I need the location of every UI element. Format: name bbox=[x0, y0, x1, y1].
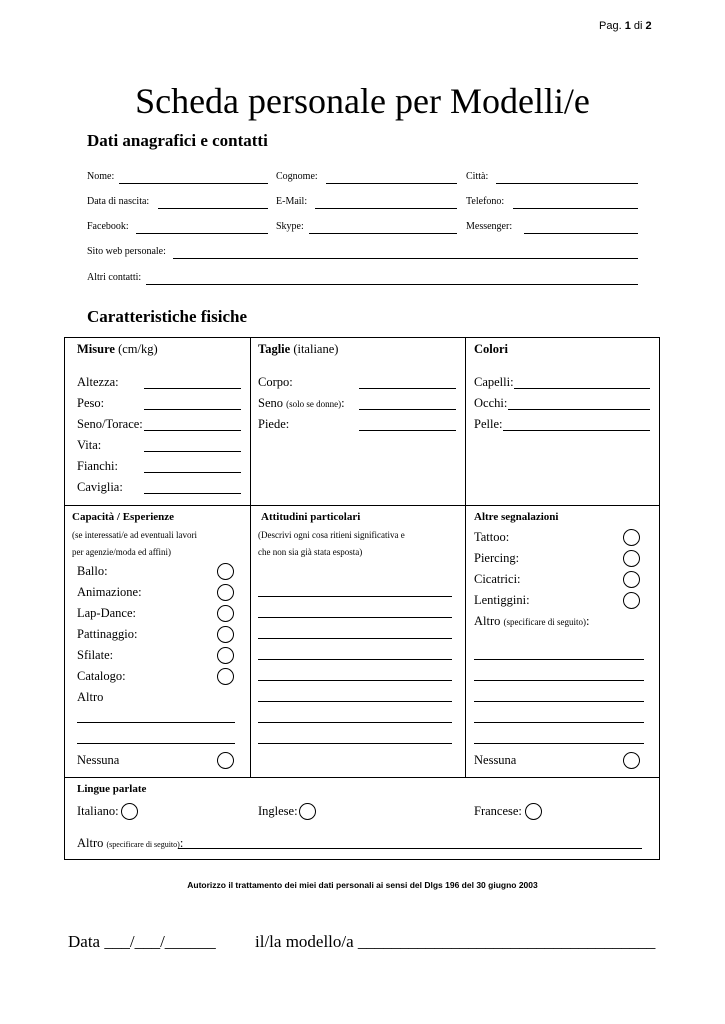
checkbox-tattoo[interactable] bbox=[623, 529, 640, 546]
field-segnalazioni-1[interactable] bbox=[474, 659, 644, 660]
attitudini-note-1: (Descrivi ogni cosa ritieni significativa e bbox=[258, 530, 405, 540]
label-seno-note: (solo se donne) bbox=[286, 399, 342, 409]
page-prefix: Pag. bbox=[599, 20, 622, 32]
label-piercing: Piercing: bbox=[474, 551, 520, 565]
segnalazioni-altro-text: Altro bbox=[474, 614, 501, 628]
label-pelle: Pelle: bbox=[474, 417, 503, 431]
field-segnalazioni-3[interactable] bbox=[474, 701, 644, 702]
label-inglese: Inglese: bbox=[258, 804, 298, 818]
label-corpo: Corpo: bbox=[258, 375, 293, 389]
label-occhi: Occhi: bbox=[474, 396, 508, 410]
label-cognome: Cognome: bbox=[276, 171, 318, 182]
field-citta[interactable] bbox=[496, 183, 638, 184]
field-altezza[interactable] bbox=[144, 388, 241, 389]
field-attitudini-8[interactable] bbox=[258, 743, 452, 744]
field-seno[interactable] bbox=[359, 409, 456, 410]
field-piede[interactable] bbox=[359, 430, 456, 431]
label-seno-text: Seno bbox=[258, 396, 283, 410]
checkbox-italiano[interactable] bbox=[121, 803, 138, 820]
label-capelli: Capelli: bbox=[474, 375, 514, 389]
label-peso: Peso: bbox=[77, 396, 105, 410]
label-capacita-altro: Altro bbox=[77, 690, 104, 704]
label-sfilate: Sfilate: bbox=[77, 648, 114, 662]
label-seno-torace: Seno/Torace: bbox=[77, 417, 143, 431]
segnalazioni-altro-colon: : bbox=[585, 614, 590, 628]
checkbox-animazione[interactable] bbox=[217, 584, 234, 601]
checkbox-ballo[interactable] bbox=[217, 563, 234, 580]
field-capacita-altro-1[interactable] bbox=[77, 722, 235, 723]
attitudini-note-2: che non sia già stata esposta) bbox=[258, 547, 363, 557]
field-messenger[interactable] bbox=[524, 233, 638, 234]
field-altri-contatti[interactable] bbox=[146, 284, 638, 285]
field-attitudini-4[interactable] bbox=[258, 659, 452, 660]
misure-unit: (cm/kg) bbox=[118, 342, 158, 356]
field-segnalazioni-2[interactable] bbox=[474, 680, 644, 681]
label-pattinaggio: Pattinaggio: bbox=[77, 627, 138, 641]
signature-field[interactable]: il/la modello/a ___________________________________ bbox=[255, 932, 656, 951]
field-nome[interactable] bbox=[119, 183, 268, 184]
label-altezza: Altezza: bbox=[77, 375, 119, 389]
field-capacita-altro-2[interactable] bbox=[77, 743, 235, 744]
field-pelle[interactable] bbox=[503, 430, 650, 431]
segnalazioni-altro-note: (specificare di seguito) bbox=[503, 617, 586, 627]
label-caviglia: Caviglia: bbox=[77, 480, 123, 494]
privacy-consent: Autorizzo il trattamento dei miei dati personali ai sensi del Dlgs 196 del 30 giugno 2003 bbox=[187, 880, 538, 890]
lingue-altro-colon: : bbox=[179, 836, 184, 850]
label-lap-dance: Lap-Dance: bbox=[77, 606, 136, 620]
field-attitudini-7[interactable] bbox=[258, 722, 452, 723]
label-telefono: Telefono: bbox=[466, 196, 505, 207]
taglie-heading bbox=[258, 342, 338, 357]
label-tattoo: Tattoo: bbox=[474, 530, 510, 544]
checkbox-sfilate[interactable] bbox=[217, 647, 234, 664]
field-corpo[interactable] bbox=[359, 388, 456, 389]
label-seno bbox=[258, 396, 345, 411]
table-col-divider-2 bbox=[465, 337, 466, 778]
field-skype[interactable] bbox=[309, 233, 457, 234]
page-title: Scheda personale per Modelli/e bbox=[135, 81, 590, 121]
checkbox-catalogo[interactable] bbox=[217, 668, 234, 685]
label-ballo: Ballo: bbox=[77, 564, 108, 578]
lingue-altro-text: Altro bbox=[77, 836, 104, 850]
date-field[interactable]: Data ___/___/______ bbox=[68, 932, 216, 951]
checkbox-lentiggini[interactable] bbox=[623, 592, 640, 609]
label-fianchi: Fianchi: bbox=[77, 459, 118, 473]
label-messenger: Messenger: bbox=[466, 221, 513, 232]
field-lingue-altro[interactable] bbox=[178, 848, 642, 849]
checkbox-segnalazioni-nessuna[interactable] bbox=[623, 752, 640, 769]
field-vita[interactable] bbox=[144, 451, 241, 452]
field-fianchi[interactable] bbox=[144, 472, 241, 473]
field-sito[interactable] bbox=[173, 258, 638, 259]
page-sep: di bbox=[633, 20, 643, 32]
label-nascita: Data di nascita: bbox=[87, 196, 150, 207]
attitudini-title: Attitudini particolari bbox=[261, 511, 361, 523]
field-caviglia[interactable] bbox=[144, 493, 241, 494]
label-segnalazioni-altro bbox=[474, 614, 589, 629]
checkbox-piercing[interactable] bbox=[623, 550, 640, 567]
field-facebook[interactable] bbox=[136, 233, 268, 234]
field-capelli[interactable] bbox=[514, 388, 650, 389]
label-vita: Vita: bbox=[77, 438, 102, 452]
field-attitudini-1[interactable] bbox=[258, 596, 452, 597]
label-seno-colon: : bbox=[341, 396, 345, 410]
field-occhi[interactable] bbox=[508, 409, 650, 410]
field-nascita[interactable] bbox=[158, 208, 268, 209]
field-seno-torace[interactable] bbox=[144, 430, 241, 431]
label-citta: Città: bbox=[466, 171, 489, 182]
page-current: 1 bbox=[624, 20, 631, 32]
section-heading-fisiche: Caratteristiche fisiche bbox=[87, 307, 248, 326]
field-email[interactable] bbox=[315, 208, 457, 209]
checkbox-inglese[interactable] bbox=[299, 803, 316, 820]
label-animazione: Animazione: bbox=[77, 585, 142, 599]
label-lingue-altro bbox=[77, 836, 183, 851]
capacita-note-1: (se interessati/e ad eventuali lavori bbox=[72, 530, 197, 540]
label-capacita-nessuna: Nessuna bbox=[77, 753, 120, 767]
field-attitudini-3[interactable] bbox=[258, 638, 452, 639]
section-heading-anagrafica: Dati anagrafici e contatti bbox=[87, 131, 268, 150]
checkbox-capacita-nessuna[interactable] bbox=[217, 752, 234, 769]
capacita-note-2: per agenzie/moda ed affini) bbox=[72, 547, 172, 557]
label-email: E-Mail: bbox=[276, 196, 308, 207]
misure-title: Misure bbox=[77, 342, 115, 356]
field-cognome[interactable] bbox=[326, 183, 457, 184]
label-cicatrici: Cicatrici: bbox=[474, 572, 521, 586]
label-facebook: Facebook: bbox=[87, 221, 129, 232]
field-segnalazioni-4[interactable] bbox=[474, 722, 644, 723]
physical-table bbox=[64, 337, 660, 860]
label-sito: Sito web personale: bbox=[87, 246, 166, 257]
label-segnalazioni-nessuna: Nessuna bbox=[474, 753, 517, 767]
checkbox-lap-dance[interactable] bbox=[217, 605, 234, 622]
label-lentiggini: Lentiggini: bbox=[474, 593, 530, 607]
misure-heading bbox=[77, 342, 158, 357]
label-nome: Nome: bbox=[87, 171, 115, 182]
page-number bbox=[599, 20, 652, 32]
page-total: 2 bbox=[645, 20, 652, 32]
lingue-altro-note: (specificare di seguito) bbox=[106, 840, 180, 849]
label-piede: Piede: bbox=[258, 417, 290, 431]
table-divider-2 bbox=[64, 777, 660, 778]
table-divider-1 bbox=[64, 505, 660, 506]
checkbox-francese[interactable] bbox=[525, 803, 542, 820]
table-col-divider-1 bbox=[250, 337, 251, 778]
label-catalogo: Catalogo: bbox=[77, 669, 126, 683]
label-altri-contatti: Altri contatti: bbox=[87, 272, 142, 283]
segnalazioni-title: Altre segnalazioni bbox=[474, 511, 559, 523]
checkbox-cicatrici[interactable] bbox=[623, 571, 640, 588]
taglie-unit: (italiane) bbox=[293, 342, 339, 356]
field-peso[interactable] bbox=[144, 409, 241, 410]
checkbox-pattinaggio[interactable] bbox=[217, 626, 234, 643]
taglie-title: Taglie bbox=[258, 342, 291, 356]
field-attitudini-2[interactable] bbox=[258, 617, 452, 618]
field-telefono[interactable] bbox=[513, 208, 638, 209]
label-francese: Francese: bbox=[474, 804, 522, 818]
field-segnalazioni-5[interactable] bbox=[474, 743, 644, 744]
label-skype: Skype: bbox=[276, 221, 304, 232]
lingue-title: Lingue parlate bbox=[77, 783, 147, 795]
field-attitudini-5[interactable] bbox=[258, 680, 452, 681]
field-attitudini-6[interactable] bbox=[258, 701, 452, 702]
capacita-title: Capacità / Esperienze bbox=[72, 511, 175, 523]
colori-title: Colori bbox=[474, 342, 509, 356]
label-italiano: Italiano: bbox=[77, 804, 119, 818]
